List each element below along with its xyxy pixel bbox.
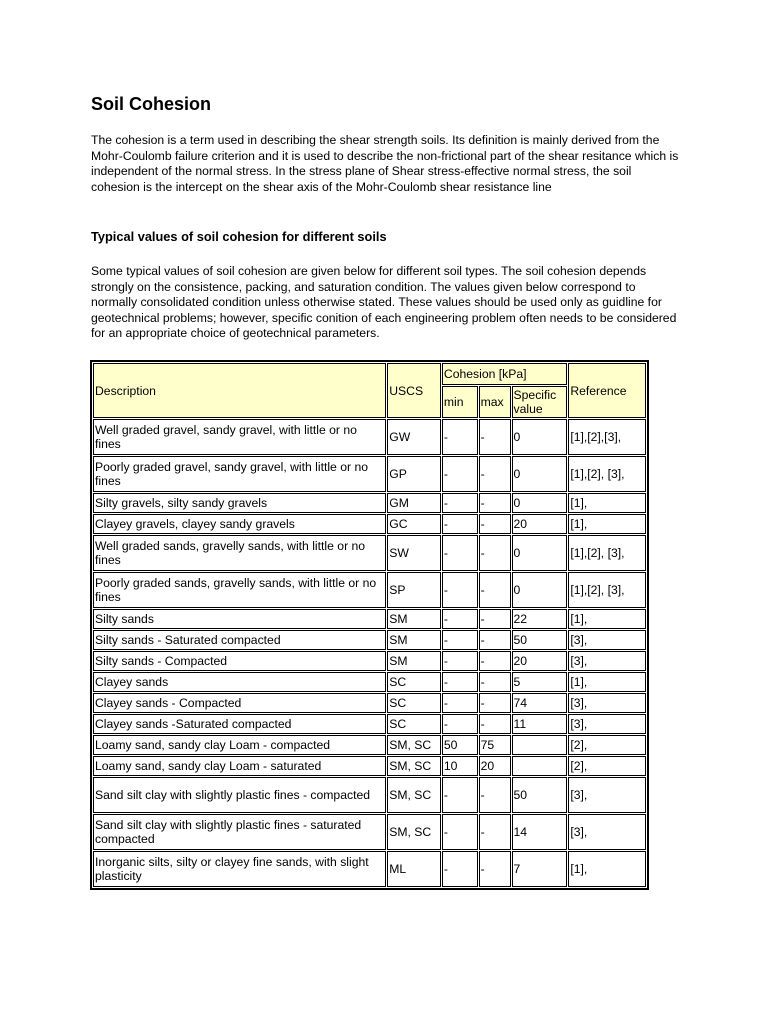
cell-max: - <box>479 714 511 734</box>
table-row <box>93 493 646 513</box>
cell-max: - <box>479 693 511 713</box>
cell-specific: 0 <box>512 456 568 492</box>
cell-max: - <box>479 514 511 534</box>
cell-description: Well graded sands, gravelly sands, with little or no fines <box>93 535 386 571</box>
cell-uscs: GP <box>387 456 441 492</box>
cell-reference: [1], <box>568 514 646 534</box>
cell-description: Poorly graded gravel, sandy gravel, with little or no fines <box>93 456 386 492</box>
cell-reference: [3], <box>568 651 646 671</box>
cell-description: Loamy sand, sandy clay Loam - saturated <box>93 756 386 776</box>
cell-specific: 50 <box>512 630 568 650</box>
cell-uscs: SM, SC <box>387 814 441 850</box>
cell-specific <box>512 735 568 755</box>
cell-specific: 22 <box>512 609 568 629</box>
table-body <box>93 419 646 887</box>
cell-uscs: SC <box>387 693 441 713</box>
cell-uscs: GM <box>387 493 441 513</box>
cell-reference: [1],[2], [3], <box>568 535 646 571</box>
header-reference: Reference <box>568 363 646 418</box>
cell-specific: 20 <box>512 651 568 671</box>
cell-uscs: SM <box>387 651 441 671</box>
cell-specific: 0 <box>512 535 568 571</box>
cell-max: - <box>479 419 511 455</box>
header-max: max <box>479 386 511 418</box>
cell-max: - <box>479 609 511 629</box>
cell-max: - <box>479 814 511 850</box>
cell-min: - <box>442 514 478 534</box>
cell-min: - <box>442 609 478 629</box>
cell-description: Clayey sands - Compacted <box>93 693 386 713</box>
section-heading: Typical values of soil cohesion for different soils <box>91 229 387 244</box>
cell-reference: [1], <box>568 672 646 692</box>
cell-uscs: GC <box>387 514 441 534</box>
table-row <box>93 456 646 492</box>
cell-max: - <box>479 777 511 813</box>
cell-reference: [2], <box>568 756 646 776</box>
table-header <box>93 363 646 418</box>
cell-uscs: GW <box>387 419 441 455</box>
cell-uscs: SW <box>387 535 441 571</box>
cell-description: Poorly graded sands, gravelly sands, with little or no fines <box>93 572 386 608</box>
cell-specific: 0 <box>512 572 568 608</box>
cell-description: Inorganic silts, silty or clayey fine sands, with slight plasticity <box>93 851 386 887</box>
cell-reference: [3], <box>568 630 646 650</box>
section-paragraph: Some typical values of soil cohesion are given below for different soil types. The soil cohesion depends strongly on the consistence, packing, and saturation condition. The values given below correspond to normally consolidated condition unless otherwise stated. These values should be used only as guidline for geotechnical problems; however, specific conition of each engineering problem often needs to be considered for an appropriate choice of geotechnical parameters. <box>91 264 677 340</box>
cell-description: Silty sands - Saturated compacted <box>93 630 386 650</box>
cell-description: Sand silt clay with slightly plastic fines - compacted <box>93 777 386 813</box>
table-row <box>93 735 646 755</box>
header-cohesion: Cohesion [kPa] <box>442 363 567 385</box>
header-specific-value: Specific value <box>512 386 568 418</box>
cell-description: Silty sands - Compacted <box>93 651 386 671</box>
header-uscs: USCS <box>387 363 441 418</box>
cell-max: - <box>479 493 511 513</box>
table-row <box>93 609 646 629</box>
table-row <box>93 693 646 713</box>
cell-uscs: SM, SC <box>387 756 441 776</box>
cell-min: - <box>442 814 478 850</box>
header-min: min <box>442 386 478 418</box>
cell-description: Silty gravels, silty sandy gravels <box>93 493 386 513</box>
cell-max: - <box>479 851 511 887</box>
cell-max: - <box>479 651 511 671</box>
cell-max: - <box>479 535 511 571</box>
cohesion-table <box>90 360 649 890</box>
cell-reference: [2], <box>568 735 646 755</box>
cell-uscs: SM, SC <box>387 735 441 755</box>
cell-uscs: SM, SC <box>387 777 441 813</box>
cell-specific: 20 <box>512 514 568 534</box>
cell-max: - <box>479 456 511 492</box>
table-row <box>93 777 646 813</box>
cell-reference: [3], <box>568 714 646 734</box>
table-row <box>93 535 646 571</box>
cell-reference: [1],[2], [3], <box>568 456 646 492</box>
cell-min: - <box>442 851 478 887</box>
cell-uscs: ML <box>387 851 441 887</box>
cell-min: - <box>442 535 478 571</box>
cell-specific: 14 <box>512 814 568 850</box>
table-row <box>93 814 646 850</box>
table-row <box>93 419 646 455</box>
cell-min: - <box>442 651 478 671</box>
cell-description: Silty sands <box>93 609 386 629</box>
table-row <box>93 851 646 887</box>
cell-description: Clayey gravels, clayey sandy gravels <box>93 514 386 534</box>
cell-reference: [3], <box>568 814 646 850</box>
cell-uscs: SP <box>387 572 441 608</box>
cell-min: - <box>442 630 478 650</box>
cell-min: - <box>442 672 478 692</box>
cell-description: Clayey sands -Saturated compacted <box>93 714 386 734</box>
cell-specific: 7 <box>512 851 568 887</box>
cell-specific: 0 <box>512 493 568 513</box>
cell-max: 75 <box>479 735 511 755</box>
table-row <box>93 514 646 534</box>
cell-description: Clayey sands <box>93 672 386 692</box>
cell-max: - <box>479 630 511 650</box>
table-row <box>93 572 646 608</box>
cell-uscs: SC <box>387 714 441 734</box>
table-row <box>93 630 646 650</box>
cell-reference: [1], <box>568 609 646 629</box>
table-row <box>93 756 646 776</box>
cell-reference: [1],[2],[3], <box>568 419 646 455</box>
cell-specific: 11 <box>512 714 568 734</box>
cell-min: 50 <box>442 735 478 755</box>
cell-reference: [1],[2], [3], <box>568 572 646 608</box>
cell-min: - <box>442 572 478 608</box>
cell-description: Loamy sand, sandy clay Loam - compacted <box>93 735 386 755</box>
header-description: Description <box>93 363 386 418</box>
cell-min: - <box>442 777 478 813</box>
cell-specific: 74 <box>512 693 568 713</box>
cell-min: - <box>442 693 478 713</box>
cell-min: - <box>442 493 478 513</box>
cell-min: - <box>442 419 478 455</box>
cell-specific: 50 <box>512 777 568 813</box>
cell-uscs: SC <box>387 672 441 692</box>
cell-reference: [1], <box>568 851 646 887</box>
cell-max: - <box>479 572 511 608</box>
cell-max: - <box>479 672 511 692</box>
table-row <box>93 651 646 671</box>
cell-uscs: SM <box>387 609 441 629</box>
cell-max: 20 <box>479 756 511 776</box>
cell-specific <box>512 756 568 776</box>
table-row <box>93 714 646 734</box>
intro-paragraph: The cohesion is a term used in describing the shear strength soils. Its definition is mainly derived from the Mohr-Coulomb failure criterion and it is used to describe the non-frictional part of the shear resitance which is independent of the normal stress. In the stress plane of Shear stress-effective normal stress, the soil cohesion is the intercept on the shear axis of the Mohr-Coulomb shear resistance line <box>91 133 679 194</box>
cell-reference: [3], <box>568 693 646 713</box>
cell-reference: [1], <box>568 493 646 513</box>
cell-description: Sand silt clay with slightly plastic fines - saturated compacted <box>93 814 386 850</box>
cell-reference: [3], <box>568 777 646 813</box>
cell-specific: 0 <box>512 419 568 455</box>
table-row <box>93 672 646 692</box>
cell-min: - <box>442 456 478 492</box>
cell-min: - <box>442 714 478 734</box>
cell-uscs: SM <box>387 630 441 650</box>
cell-specific: 5 <box>512 672 568 692</box>
page-title: Soil Cohesion <box>91 94 212 114</box>
cell-description: Well graded gravel, sandy gravel, with little or no fines <box>93 419 386 455</box>
cell-min: 10 <box>442 756 478 776</box>
